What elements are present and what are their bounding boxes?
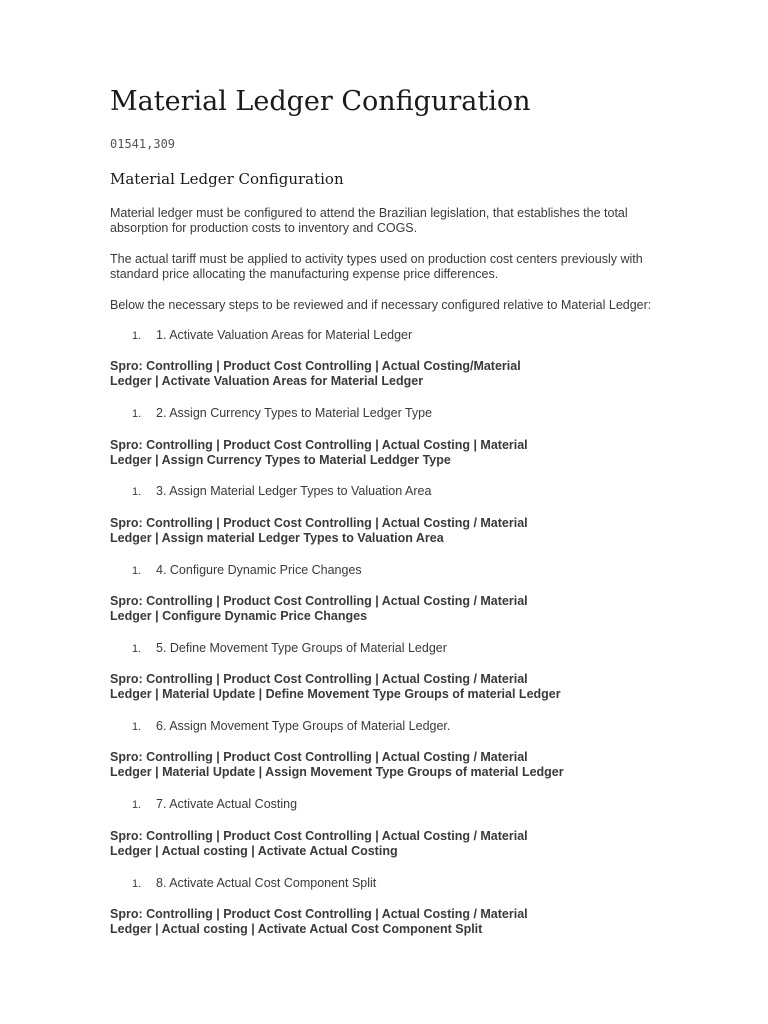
spro-path xyxy=(110,359,630,389)
step-label: 6. Assign Movement Type Groups of Material Ledger. xyxy=(156,719,451,733)
step-label: 3. Assign Material Ledger Types to Valuation Area xyxy=(156,484,432,498)
spro-path-line: Spro: Controlling | Product Cost Controlling | Actual Costing / Material xyxy=(110,516,528,530)
document-title: Material Ledger Configuration xyxy=(110,86,531,117)
spro-path-line: Ledger | Actual costing | Activate Actual Cost Component Split xyxy=(110,922,483,936)
step-label: 2. Assign Currency Types to Material Ledger Type xyxy=(156,406,433,420)
spro-path xyxy=(110,594,630,624)
spro-path-line: Spro: Controlling | Product Cost Controlling | Actual Costing/Material xyxy=(110,359,521,373)
steps-intro-paragraph: Below the necessary steps to be reviewed and if necessary configured relative to Material Ledger: xyxy=(110,298,652,312)
intro-paragraph: Material ledger must be configured to attend the Brazilian legislation, that establishes the total absorption for production costs to inventory and COGS. xyxy=(110,206,628,235)
step-number: 1. xyxy=(132,408,142,420)
step-number: 1. xyxy=(132,643,142,655)
spro-path xyxy=(110,438,630,468)
step-number: 1. xyxy=(132,878,142,890)
spro-path-line: Spro: Controlling | Product Cost Controlling | Actual Costing / Material xyxy=(110,750,528,764)
step-item xyxy=(132,641,447,657)
step-item xyxy=(132,406,432,422)
spro-path-line: Ledger | Material Update | Assign Movement Type Groups of material Ledger xyxy=(110,765,564,779)
section-title: Material Ledger Configuration xyxy=(110,170,344,188)
step-item xyxy=(132,797,297,813)
spro-path-line: Ledger | Activate Valuation Areas for Material Ledger xyxy=(110,374,424,388)
spro-path xyxy=(110,672,630,702)
spro-path xyxy=(110,516,630,546)
step-item xyxy=(132,876,376,892)
spro-path xyxy=(110,907,630,937)
spro-path-line: Spro: Controlling | Product Cost Controlling | Actual Costing / Material xyxy=(110,672,528,686)
spro-path-line: Ledger | Actual costing | Activate Actual Costing xyxy=(110,844,398,858)
step-label: 1. Activate Valuation Areas for Material Ledger xyxy=(156,328,413,342)
step-item xyxy=(132,484,431,500)
step-label: 5. Define Movement Type Groups of Material Ledger xyxy=(156,641,447,655)
spro-path-line: Ledger | Assign Currency Types to Material Leddger Type xyxy=(110,453,451,467)
document-id: 01541,309 xyxy=(110,137,176,151)
spro-path-line: Spro: Controlling | Product Cost Controlling | Actual Costing / Material xyxy=(110,594,528,608)
step-item xyxy=(132,328,412,344)
step-number: 1. xyxy=(132,565,142,577)
spro-path-line: Spro: Controlling | Product Cost Controlling | Actual Costing | Material xyxy=(110,438,528,452)
step-number: 1. xyxy=(132,330,142,342)
step-item xyxy=(132,563,362,579)
spro-path-line: Ledger | Assign material Ledger Types to Valuation Area xyxy=(110,531,444,545)
step-item xyxy=(132,719,450,735)
step-label: 7. Activate Actual Costing xyxy=(156,797,298,811)
spro-path-line: Spro: Controlling | Product Cost Controlling | Actual Costing / Material xyxy=(110,907,528,921)
spro-path-line: Spro: Controlling | Product Cost Controlling | Actual Costing / Material xyxy=(110,829,528,843)
step-label: 4. Configure Dynamic Price Changes xyxy=(156,563,362,577)
spro-path-line: Ledger | Configure Dynamic Price Changes xyxy=(110,609,368,623)
step-number: 1. xyxy=(132,721,142,733)
step-number: 1. xyxy=(132,486,142,498)
tariff-paragraph: The actual tariff must be applied to activity types used on production cost centers previously with standard price allocating the manufacturing expense price differences. xyxy=(110,252,643,281)
step-number: 1. xyxy=(132,799,142,811)
spro-path xyxy=(110,829,630,859)
step-label: 8. Activate Actual Cost Component Split xyxy=(156,876,377,890)
spro-path xyxy=(110,750,630,780)
spro-path-line: Ledger | Material Update | Define Movement Type Groups of material Ledger xyxy=(110,687,561,701)
